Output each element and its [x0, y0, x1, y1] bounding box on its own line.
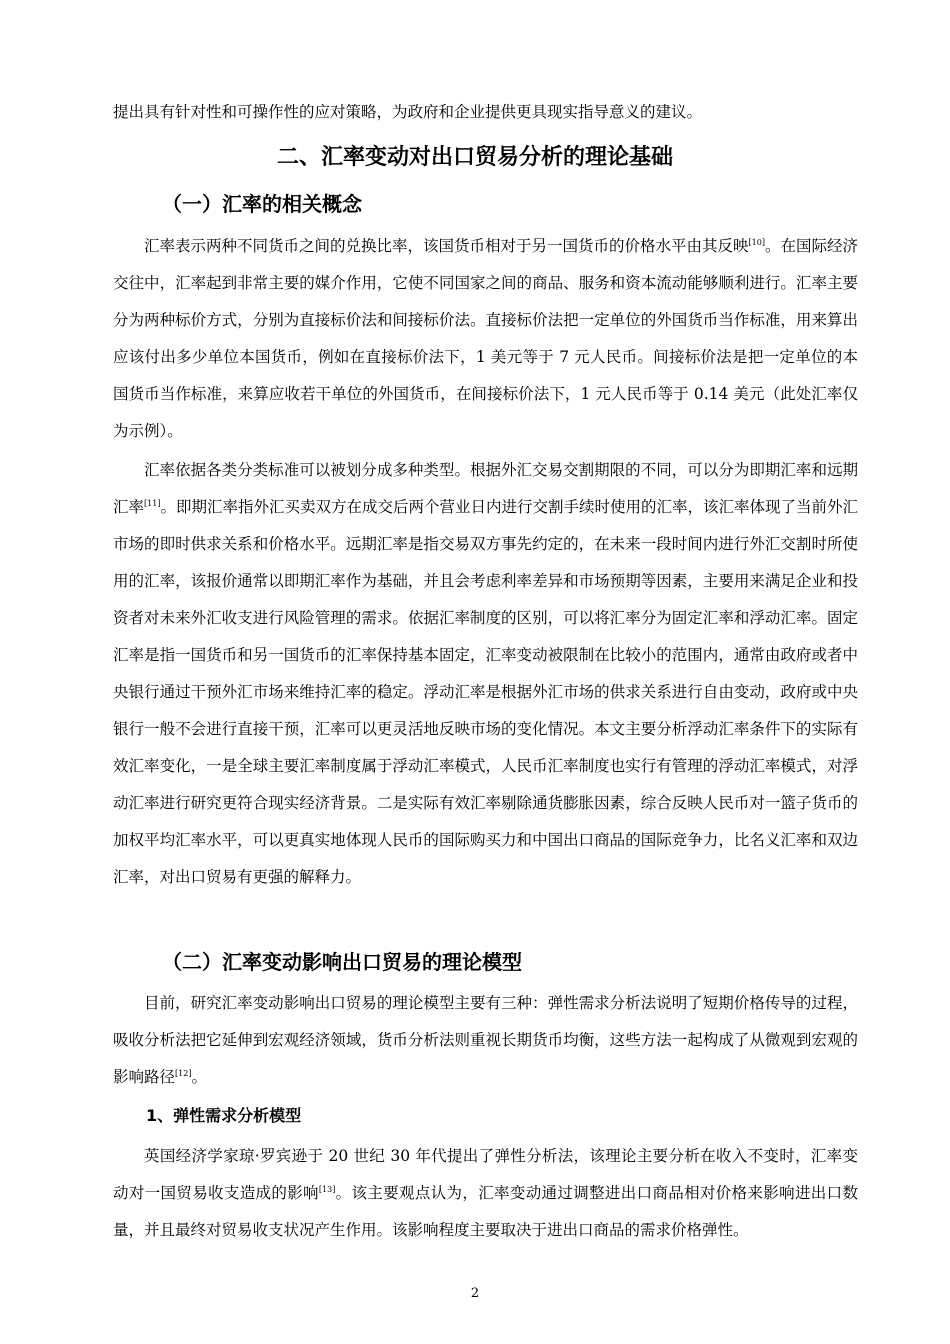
- intro-line: 提出具有针对性和可操作性的应对策略，为政府和企业提供更具现实指导意义的建议。: [113, 103, 703, 121]
- paragraph-text: 。: [191, 1068, 207, 1086]
- paragraph-exchange-rate-types: [113, 452, 858, 896]
- paragraph-text: 英国经济学家琼·罗宾逊于 20 世纪 30 年代提出了弹性分析法，该理论主要分析在收入不变时，汇率变动对一国贸易收支造成的影响: [113, 1147, 858, 1202]
- citation-ref: [13]: [318, 1184, 336, 1194]
- subsection-title-models: （二）汇率变动影响出口贸易的理论模型: [162, 950, 522, 974]
- subsection-title-concepts: （一）汇率的相关概念: [162, 192, 362, 216]
- paragraph-text: 。在国际经济交往中，汇率起到非常主要的媒介作用，它使不同国家之间的商品、服务和资本流动能够顺利进行。汇率主要分为两种标价方式，分别为直接标价法和间接标价法。直接标价法把一定单位的外国货币当作标准，用来算出应该付出多少单位本国货币，例如在直接标价法下，1 美元等于 7 元人民币。间接标价法是把一定单位的本国货币当作标准，来算应收若干单位的外国货币，在间接标价法下，1 元人民币等于 0.14 美元（此处汇率仅为示例）。: [113, 237, 858, 440]
- paragraph-text: 目前，研究汇率变动影响出口贸易的理论模型主要有三种：弹性需求分析法说明了短期价格传导的过程，吸收分析法把它延伸到宏观经济领域，货币分析法则重视长期货币均衡，这些方法一起构成了从微观到宏观的影响路径: [113, 994, 858, 1086]
- citation-ref: [10]: [748, 237, 765, 247]
- citation-ref: [11]: [144, 498, 161, 508]
- subsubsection-title-elasticity: 1、弹性需求分析模型: [146, 1106, 302, 1125]
- paragraph-exchange-rate-definition: [113, 228, 858, 450]
- paragraph-text: 。即期汇率指外汇买卖双方在成交后两个营业日内进行交割手续时使用的汇率，该汇率体现了当前外汇市场的即时供求关系和价格水平。远期汇率是指交易双方事先约定的，在未来一段时间内进行外汇交割时所使用的汇率，该报价通常以即期汇率作为基础，并且会考虑利率差异和市场预期等因素，主要用来满足企业和投资者对未来外汇收支进行风险管理的需求。依据汇率制度的区别，可以将汇率分为固定汇率和浮动汇率。固定汇率是指一国货币和另一国货币的汇率保持基本固定，汇率变动被限制在比较小的范围内，通常由政府或者中央银行通过干预外汇市场来维持汇率的稳定。浮动汇率是根据外汇市场的供求关系进行自由变动，政府或中央银行一般不会进行直接干预，汇率可以更灵活地反映市场的变化情况。本文主要分析浮动汇率条件下的实际有效汇率变化，一是全球主要汇率制度属于浮动汇率模式，人民币汇率制度也实行有管理的浮动汇率模式，对浮动汇率进行研究更符合现实经济背景。二是实际有效汇率剔除通货膨胀因素，综合反映人民币对一篮子货币的加权平均汇率水平，可以更真实地体现人民币的国际购买力和中国出口商品的国际竞争力，比名义汇率和双边汇率，对出口贸易有更强的解释力。: [113, 498, 858, 886]
- paragraph-models-overview: [113, 985, 858, 1096]
- citation-ref: [12]: [175, 1068, 192, 1078]
- paragraph-text: 汇率依据各类分类标准可以被划分成多种类型。根据外汇交易交割期限的不同，可以分为即期汇率和远期汇率: [113, 461, 858, 516]
- paragraph-text: 汇率表示两种不同货币之间的兑换比率，该国货币相对于另一国货币的价格水平由其反映: [144, 237, 749, 255]
- paragraph-text: 。该主要观点认为，汇率变动通过调整进出口商品相对价格来影响进出口数量，并且最终对贸易收支状况产生作用。该影响程度主要取决于进出口商品的需求价格弹性。: [113, 1184, 858, 1239]
- page-number: 2: [470, 1286, 480, 1301]
- section-title: 二、汇率变动对出口贸易分析的理论基础: [276, 145, 673, 170]
- paragraph-elasticity-model: [113, 1138, 858, 1249]
